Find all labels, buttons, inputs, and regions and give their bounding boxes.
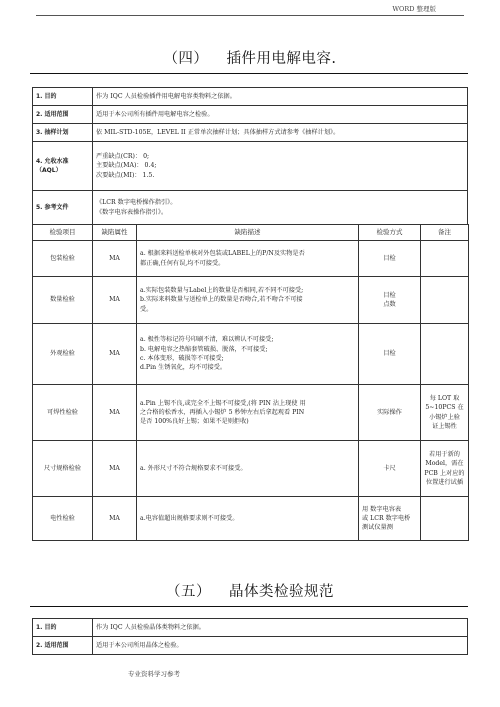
section5-number: （五） xyxy=(166,584,211,600)
remark xyxy=(421,441,469,497)
header-divider xyxy=(36,15,464,16)
defect-description xyxy=(137,324,359,385)
info-row-sampling xyxy=(33,124,468,142)
defect-attribute: MA xyxy=(93,497,137,541)
info-label xyxy=(33,142,93,191)
reference-doc: 《LCR 数字电桥操作指引》。 xyxy=(96,199,177,207)
description-line: b.实际来料数量与送检单上的数量是否吻合,若不吻合不可接 xyxy=(140,296,303,304)
info-value: 作为 IQC 人员检验插件用电解电容类物料之依据。 xyxy=(93,88,468,106)
info-value: 适用于本公司所用晶体之检验。 xyxy=(93,637,468,655)
section4-title-text: 插件用电解电容. xyxy=(226,51,337,67)
remark-line: 小锡炉上验 xyxy=(429,413,460,421)
info-row-purpose xyxy=(33,619,468,637)
info-label-line: 4. 允收水准 xyxy=(36,158,69,165)
info-value xyxy=(93,142,468,191)
defect-attribute: MA xyxy=(93,277,137,324)
inspection-table-header xyxy=(33,225,469,241)
inspection-item: 数量检验 xyxy=(33,277,93,324)
remark xyxy=(421,241,469,277)
aql-major: 主要缺点(MA)： 0.4; xyxy=(96,162,157,170)
column-header: 检验项目 xyxy=(33,225,93,241)
inspection-method: 卡尺 xyxy=(359,441,421,497)
column-header: 缺陷描述 xyxy=(137,225,359,241)
remark-line: 5~10PCS 在 xyxy=(425,404,464,412)
description-line: 都正确,任何有误,均不可接受。 xyxy=(140,259,225,267)
reference-doc: 《数字电容表操作指引》。 xyxy=(96,208,168,216)
info-row-scope xyxy=(33,106,468,124)
table-row xyxy=(33,324,469,385)
info-value: 作为 IQC 人员检验晶体类物料之依据。 xyxy=(93,619,468,637)
info-row-aql xyxy=(33,142,468,191)
page-header-text: WORD 整理版 xyxy=(392,5,436,13)
defect-attribute: MA xyxy=(93,441,137,497)
remark xyxy=(421,497,469,541)
section4-info-table xyxy=(32,87,468,225)
info-label: 1. 目的 xyxy=(33,619,93,637)
description-line: a. 根据来料送检单核对外包装或LABEL上的P/N及实物是否 xyxy=(140,250,305,258)
defect-description xyxy=(137,277,359,324)
description-line: a. 外形尺寸不符合规格要求不可接受。 xyxy=(140,464,247,472)
table-row xyxy=(33,277,469,324)
remark-line: PCB 上对应的 xyxy=(424,469,465,477)
info-label: 2. 适用范围 xyxy=(33,106,93,124)
inspection-item: 尺寸规格检验 xyxy=(33,441,93,497)
info-label-line: （AQL） xyxy=(36,167,62,174)
description-line: a.电容值超出规格要求则不可接受。 xyxy=(140,514,239,522)
description-line: 是否 100%良好上锡；如果不是则拒收) xyxy=(140,418,249,426)
table-row xyxy=(33,241,469,277)
method-line: 或 LCR 数字电桥 xyxy=(362,514,411,522)
aql-critical: 严重缺点(CR)： 0; xyxy=(96,153,150,161)
section5-divider xyxy=(30,606,468,607)
info-value: 依 MIL-STD-105E，LEVEL II 正常单次抽样计划；具体抽样方式请参考《抽样计划》。 xyxy=(93,124,468,142)
inspection-method xyxy=(359,497,421,541)
method-line: 测试仪量测 xyxy=(362,524,393,532)
column-header: 备注 xyxy=(421,225,469,241)
info-row-scope xyxy=(33,637,468,655)
inspection-method xyxy=(359,277,421,324)
remark-line: 每 LOT 取 xyxy=(429,394,460,402)
remark xyxy=(421,324,469,385)
description-line: a. 极性等标记符号印刷不清，难以辨认不可接受; xyxy=(140,336,274,344)
defect-attribute: MA xyxy=(93,324,137,385)
inspection-method: 目检 xyxy=(359,324,421,385)
info-row-references xyxy=(33,191,468,225)
column-header: 缺陷属性 xyxy=(93,225,137,241)
description-line: 之合格的松香水，再插入小锡炉 5 秒钟左右后拿起观看 PIN xyxy=(140,408,305,416)
section5-info-table xyxy=(32,618,468,655)
section4-number: （四） xyxy=(163,51,209,67)
defect-description xyxy=(137,441,359,497)
section4-divider xyxy=(30,73,468,74)
remark xyxy=(421,385,469,441)
inspection-item: 可焊性检验 xyxy=(33,385,93,441)
inspection-table xyxy=(32,224,469,541)
remark-line: 位置进行试插 xyxy=(425,478,464,486)
section5-title xyxy=(0,580,500,601)
table-row xyxy=(33,441,469,497)
remark-line: Model，需在 xyxy=(425,460,464,468)
table-row xyxy=(33,497,469,541)
info-label: 2. 适用范围 xyxy=(33,637,93,655)
table-row xyxy=(33,385,469,441)
description-line: c. 本体变形，破损等不可接受; xyxy=(140,355,224,362)
inspection-item: 包装检验 xyxy=(33,241,93,277)
inspection-item: 电性检验 xyxy=(33,497,93,541)
column-header: 检验方式 xyxy=(359,225,421,241)
remark-line: 若用于新的 xyxy=(429,450,460,458)
section4-title xyxy=(0,47,500,68)
remark xyxy=(421,277,469,324)
defect-attribute: MA xyxy=(93,241,137,277)
method-line: 点数 xyxy=(383,301,396,308)
page-footer-text: 专业资料学习参考 xyxy=(128,670,180,678)
remark-line: 证上锡性 xyxy=(432,422,457,430)
defect-description xyxy=(137,241,359,277)
inspection-method: 实际操作 xyxy=(359,385,421,441)
aql-minor: 次要缺点(MI)： 1.5. xyxy=(96,171,155,179)
method-line: 用 数字电容表 xyxy=(362,505,402,513)
info-label: 1. 目的 xyxy=(33,88,93,106)
defect-description xyxy=(137,385,359,441)
info-value: 适用于本公司所有插件用电解电容之检验。 xyxy=(93,106,468,124)
defect-attribute: MA xyxy=(93,385,137,441)
inspection-item: 外观检验 xyxy=(33,324,93,385)
description-line: a.Pin 上锡不良,或完全不上锡不可接受,(将 PIN 沾上现使 用 xyxy=(140,399,306,407)
info-row-purpose xyxy=(33,88,468,106)
info-label: 3. 抽样计划 xyxy=(33,124,93,142)
info-value xyxy=(93,191,468,225)
inspection-method: 目检 xyxy=(359,241,421,277)
description-line: b. 电解电容之热缩套管破损、脱落，不可接受; xyxy=(140,345,268,353)
info-label: 5. 参考文件 xyxy=(33,191,93,225)
defect-description xyxy=(137,497,359,541)
section5-title-text: 晶体类检验规范 xyxy=(229,584,334,600)
description-line: 受。 xyxy=(140,305,153,313)
description-line: d.Pin 生锈氧化，均不可接受。 xyxy=(140,364,227,372)
description-line: a.实际包装数量与Label上的数量是否相同,若不同不可接受; xyxy=(140,287,304,295)
method-line: 目检 xyxy=(383,291,396,299)
